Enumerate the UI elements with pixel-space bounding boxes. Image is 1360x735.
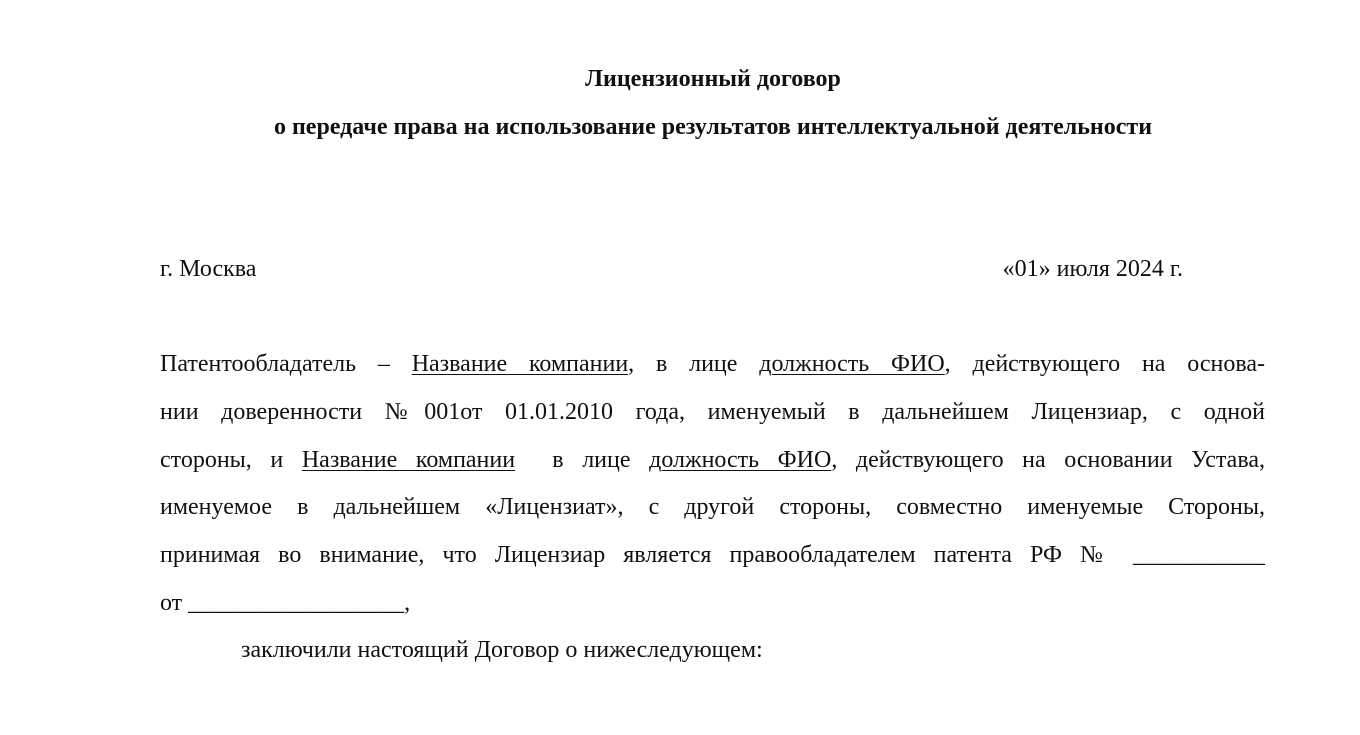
text-from: от [160, 590, 189, 616]
patent-number-blank: ___________ [1133, 542, 1265, 568]
paragraph-line-1 [160, 349, 1265, 379]
placeholder-position-name: должность ФИО [649, 447, 832, 473]
place-date-row [160, 254, 1183, 284]
document-subtitle: о передаче права на использование результатов интеллектуальной деятельности [273, 114, 1153, 140]
text-in-person: в лице [515, 447, 650, 473]
paragraph-line-2: нии доверенности №001от 01.01.2010 года, именуемый в дальнейшем Лицензиар, с одной [160, 399, 1265, 425]
text-in-person: , в лице [628, 351, 760, 377]
text-acting: , действующего на основа- [944, 351, 1266, 377]
placeholder-position-name: должность ФИО [759, 351, 945, 377]
placeholder-company-name: Название компании [301, 447, 516, 473]
placeholder-company-name: Название компании [411, 351, 629, 377]
text-patent-holder: Патентообладатель – [160, 351, 412, 377]
paragraph-line-4: именуемое в дальнейшем «Лицензиат», с другой стороны, совместно именуемые Стороны, [160, 494, 1265, 520]
text-patent-clause: принимая во внимание, что Лицензиар является правообладателем патента РФ № [160, 542, 1133, 568]
paragraph-line-6 [160, 588, 1265, 618]
paragraph-line-5 [160, 540, 1265, 570]
contract-date: «01» июля 2024 г. [1002, 256, 1183, 282]
document-title: Лицензионный договор [585, 66, 841, 92]
text-acting: , действующего на основании Устава, [831, 447, 1265, 473]
text-comma: , [404, 590, 411, 616]
city: г. Москва [160, 256, 257, 282]
paragraph-conclusion: заключили настоящий Договор о нижеследующем: [241, 637, 763, 663]
text-party: стороны, и [160, 447, 302, 473]
paragraph-line-3 [160, 445, 1265, 475]
patent-date-blank: __________________ [188, 590, 405, 616]
